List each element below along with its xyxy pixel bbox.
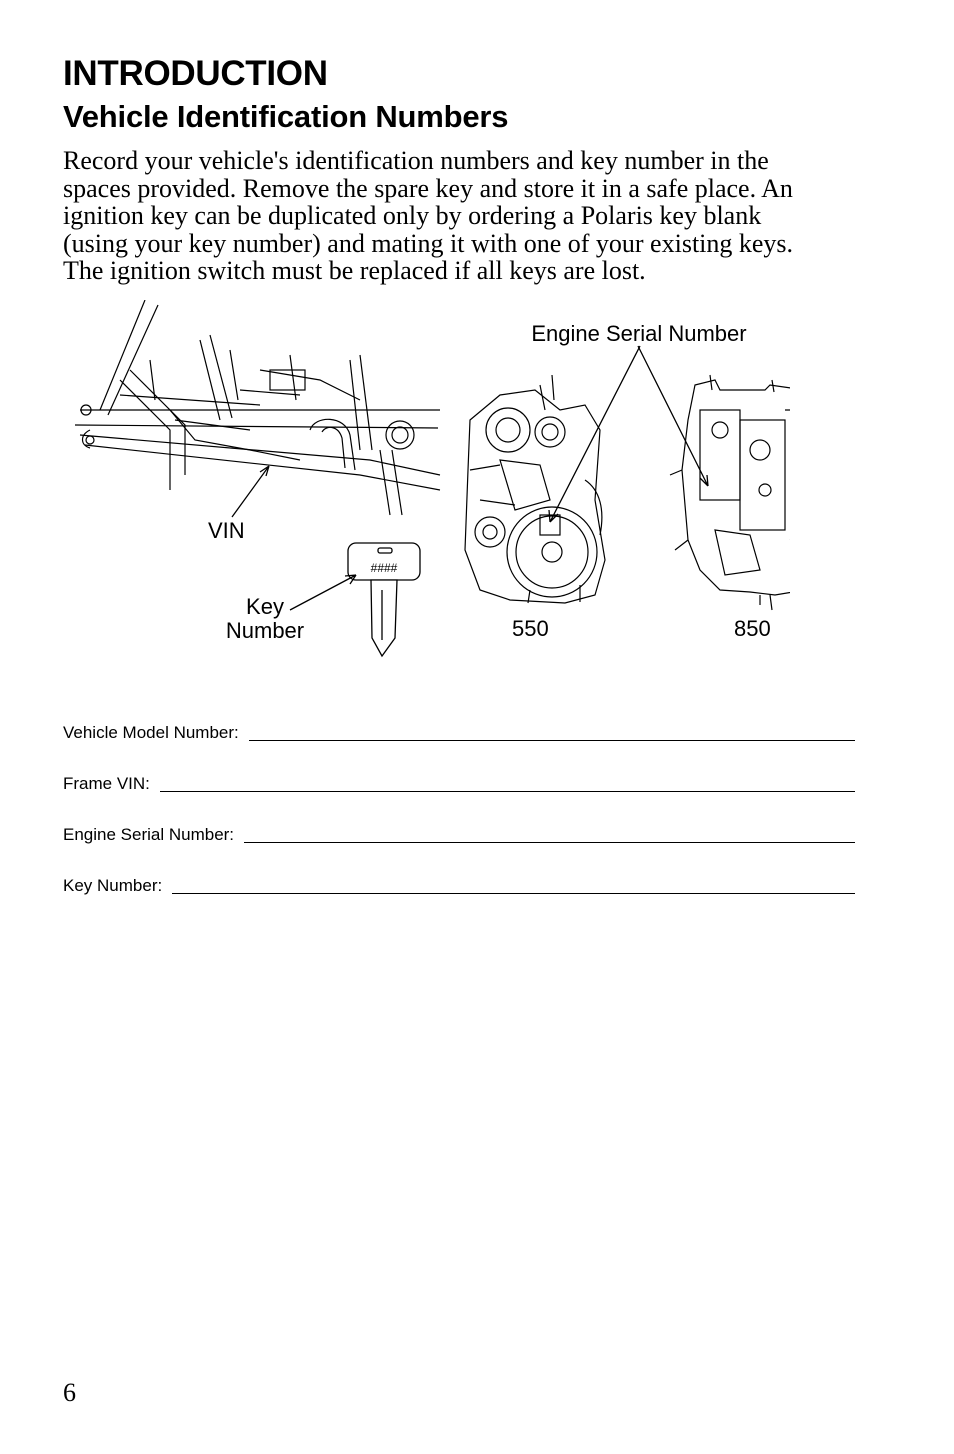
- key-illustration: [348, 543, 420, 656]
- intro-line: The ignition switch must be replaced if all keys are lost.: [63, 256, 646, 285]
- intro-line: spaces provided. Remove the spare key and store it in a safe place. An: [63, 173, 793, 203]
- section-heading: Vehicle Identification Numbers: [63, 99, 509, 134]
- key-number-field[interactable]: [172, 875, 855, 894]
- frame-vin-row: [63, 744, 855, 795]
- key-label-line1: Key: [246, 594, 284, 619]
- id-record-form: [63, 714, 855, 897]
- page-number: 6: [63, 1378, 76, 1407]
- intro-line: (using your key number) and mating it with one of your existing keys.: [63, 228, 794, 258]
- model-number-field[interactable]: [249, 722, 855, 741]
- vin-arrow: [232, 466, 269, 517]
- page-title: INTRODUCTION: [63, 54, 328, 93]
- engine-850-arrow: [638, 346, 708, 486]
- engine-serial-row: [63, 795, 855, 846]
- key-number-form-label: Key Number:: [63, 876, 163, 895]
- engine-serial-field[interactable]: [244, 824, 855, 843]
- model-number-row: [63, 714, 855, 744]
- engine-serial-form-label: Engine Serial Number:: [63, 825, 235, 844]
- key-arrow: [290, 575, 356, 610]
- model-number-label: Vehicle Model Number:: [63, 723, 239, 742]
- key-label-line2: Number: [225, 618, 305, 643]
- engine-550-illustration: [465, 375, 605, 603]
- engine-850-label: 850: [734, 616, 771, 641]
- key-stamp: ####: [370, 561, 398, 575]
- frame-vin-label: Frame VIN:: [63, 774, 150, 793]
- engine-850-illustration: [670, 375, 790, 610]
- key-number-row: [63, 846, 855, 897]
- engine-550-arrow: [549, 346, 640, 522]
- intro-line: Record your vehicle's identification numbers and key number in the: [63, 146, 769, 175]
- frame-vin-field[interactable]: [160, 773, 855, 792]
- vin-label: VIN: [208, 518, 245, 543]
- engine-serial-label: Engine Serial Number: [531, 321, 747, 346]
- intro-paragraph: [63, 147, 883, 285]
- engine-550-label: 550: [512, 616, 549, 641]
- intro-line: ignition key can be duplicated only by ordering a Polaris key blank: [63, 201, 762, 230]
- identification-figure: [60, 300, 790, 670]
